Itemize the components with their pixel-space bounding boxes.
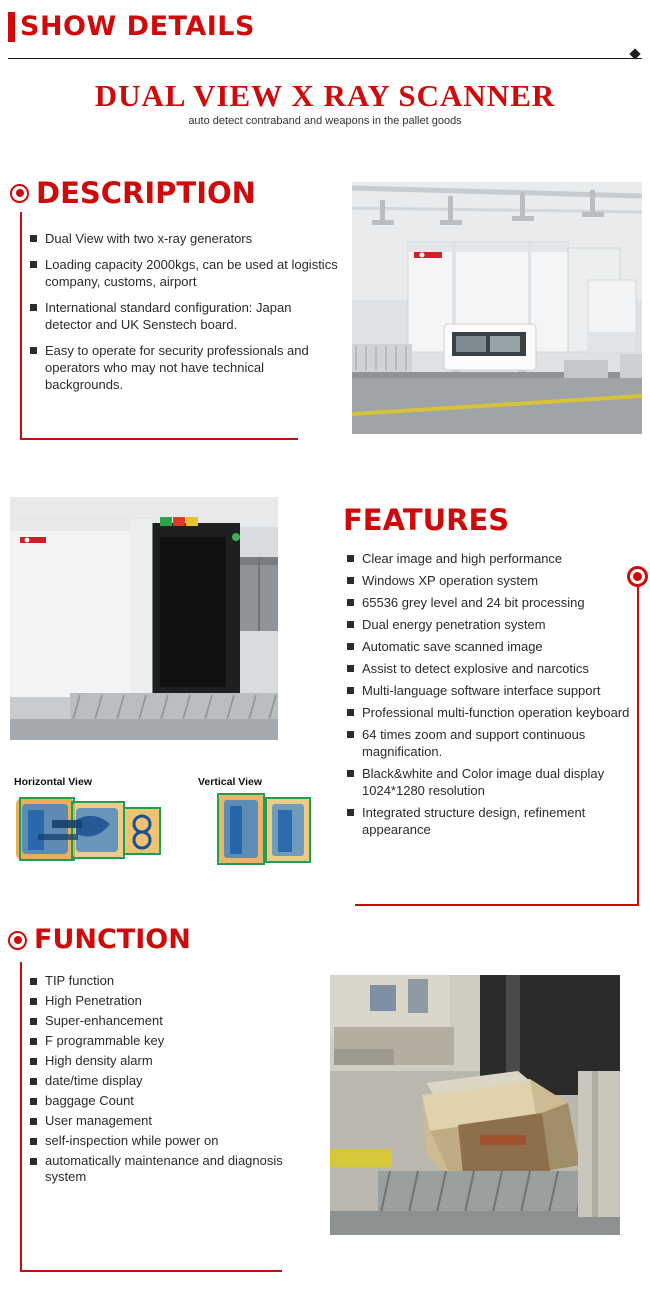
list-item: Windows XP operation system [345,572,635,589]
feature-photo [10,497,278,740]
horizontal-view-image [12,790,184,870]
list-item: Loading capacity 2000kgs, can be used at logistics company, customs, airport [28,256,340,290]
list-item: Integrated structure design, refinement appearance [345,804,635,838]
description-heading-label: DESCRIPTION [36,176,256,210]
function-list [28,973,288,1189]
list-item: date/time display [28,1073,288,1089]
list-item: baggage Count [28,1093,288,1109]
function-photo [330,975,620,1235]
list-item: TIP function [28,973,288,989]
description-list [28,230,340,402]
list-item: Professional multi-function operation keyboard [345,704,635,721]
horizontal-view-label: Horizontal View [14,776,92,788]
list-item: Clear image and high performance [345,550,635,567]
list-item: 65536 grey level and 24 bit processing [345,594,635,611]
header-divider [8,58,642,59]
list-item: Assist to detect explosive and narcotics [345,660,635,677]
list-item: User management [28,1113,288,1129]
list-item: Black&white and Color image dual display 1024*1280 resolution [345,765,635,799]
description-photo [352,182,642,434]
page-title: DUAL VIEW X RAY SCANNER [94,78,556,113]
list-item: 64 times zoom and support continuous magnification. [345,726,635,760]
header-label: SHOW DETAILS [20,11,255,42]
function-heading-label: FUNCTION [34,924,191,955]
function-heading [8,925,191,955]
header-accent-bar [8,12,15,42]
list-item: self-inspection while power on [28,1133,288,1149]
description-heading [10,178,256,208]
list-item: Dual energy penetration system [345,616,635,633]
features-list [345,550,635,843]
list-item: F programmable key [28,1033,288,1049]
list-item: International standard configuration: Japan detector and UK Senstech board. [28,299,340,333]
vertical-view-image [212,788,322,872]
ring-bullet-icon [10,184,29,203]
list-item: Multi-language software interface support [345,682,635,699]
vertical-view-label: Vertical View [198,776,263,788]
page-subtitle: auto detect contraband and weapons in the pallet goods [188,115,462,127]
list-item: Dual View with two x-ray generators [28,230,340,247]
list-item: High density alarm [28,1053,288,1069]
features-heading [343,505,509,535]
ring-bullet-icon [8,931,27,950]
list-item: automatically maintenance and diagnosis system [28,1153,288,1185]
list-item: Automatic save scanned image [345,638,635,655]
list-item: High Penetration [28,993,288,1009]
list-item: Easy to operate for security professionals and operators who may not have technical backgrounds. [28,342,340,393]
features-heading-label: FEATURES [343,503,510,537]
list-item: Super-enhancement [28,1013,288,1029]
show-details-header [8,12,255,42]
